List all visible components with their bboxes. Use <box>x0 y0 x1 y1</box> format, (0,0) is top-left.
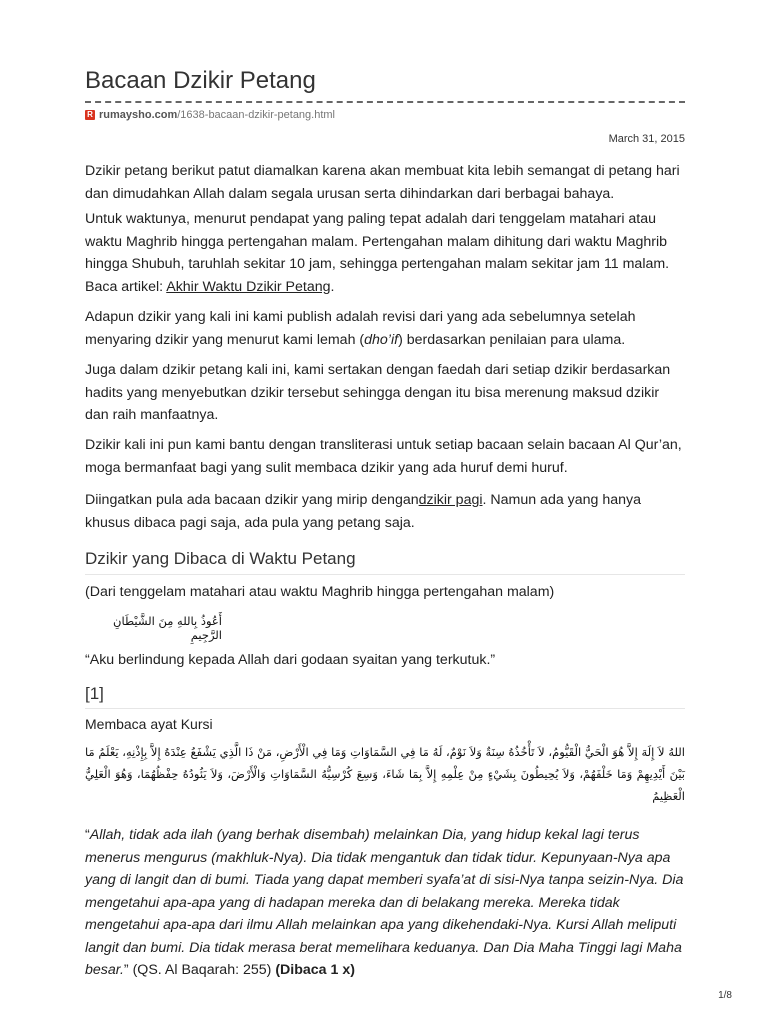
ayat-kursi-source: ” (QS. Al Baqarah: 255) <box>123 962 276 978</box>
paragraph-time <box>85 208 685 298</box>
paragraph-revision-b: ) berdasarkan penilaian para ulama. <box>398 331 626 348</box>
subheading-ayat-kursi: Membaca ayat Kursi <box>85 716 213 732</box>
source-path[interactable]: /1638-bacaan-dzikir-petang.html <box>177 109 336 121</box>
paragraph-revision-em: dho’if <box>364 331 399 348</box>
arabic-taawudz: أَعُوذُ بِاللهِ مِنَ الشَّيْطَانِ الرَّجِيمِ <box>113 614 222 642</box>
link-akhir-waktu-dzikir-petang[interactable]: Akhir Waktu Dzikir Petang <box>166 278 331 295</box>
publish-date: March 31, 2015 <box>608 133 685 145</box>
section-note: (Dari tenggelam matahari atau waktu Maghrib hingga pertengahan malam) <box>85 584 555 600</box>
paragraph-time-end: . <box>330 278 335 295</box>
page-number: 1/8 <box>718 990 732 1001</box>
ayat-kursi-translation <box>85 824 685 982</box>
section-heading: Dzikir yang Dibaca di Waktu Petang <box>85 549 356 568</box>
quote-open: “ <box>85 827 90 843</box>
paragraph-reminder <box>85 489 685 534</box>
source-url[interactable] <box>85 109 335 121</box>
taawudz-translation: “Aku berlindung kepada Allah dari godaan syaitan yang terkutuk.” <box>85 652 496 668</box>
title-divider <box>85 101 685 103</box>
paragraph-revision <box>85 306 685 351</box>
paragraph-faedah: Juga dalam dzikir petang kali ini, kami sertakan dengan faedah dari setiap dzikir berdasarkan hadits yang menyebutkan dzikir tersebut sehingga dengan itu bisa merenung maksud dzikir dan raih manfaatnya. <box>85 362 671 423</box>
source-domain[interactable]: rumaysho.com <box>99 109 178 121</box>
paragraph-reminder-b: . Namun ada yang hanya khusus dibaca pagi saja, ada pula yang petang saja. <box>85 492 642 531</box>
page-title: Bacaan Dzikir Petang <box>85 67 316 94</box>
ayat-kursi-translation-text: Allah, tidak ada ilah (yang berhak disembah) melainkan Dia, yang hidup kekal lagi terus menerus mengurus (makhluk-Nya). Dia tidak mengantuk dan tidak tidur. Kepunyaan-Nya apa yang di langit dan di bumi. Tiada yang dapat memberi syafa’at di sisi-Nya tanpa seizin-Nya. Dia mengetahui apa-apa yang di hadapan mereka dan di belakang mereka. Mereka tidak mengetahui apa-apa dari ilmu Allah melainkan apa yang dikehendaki-Nya. Kursi Allah meliputi langit dan bumi. Dia tidak merasa berat memelihara keduanya. Dan Dia Maha Tinggi lagi Maha besar. <box>85 827 684 978</box>
paragraph-transliteration: Dzikir kali ini pun kami bantu dengan transliterasi untuk setiap bacaan selain bacaan Al Qur’an, moga bermanfaat bagi yang sulit membaca dzikir yang ada huruf demi huruf. <box>85 437 682 476</box>
site-logo-icon: R <box>85 110 95 120</box>
ayat-kursi-count: (Dibaca 1 x) <box>275 962 355 978</box>
reference-divider <box>85 708 685 709</box>
paragraph-revision-a: Adapun dzikir yang kali ini kami publish adalah revisi dari yang ada sebelumnya setelah menyaring dzikir yang menurut kami lemah ( <box>85 309 636 348</box>
section-divider <box>85 574 685 575</box>
arabic-ayat-kursi: اللهُ لاَ إِلَهَ إِلاَّ هُوَ الْحَيُّ الْقَيُّومُ، لاَ تَأْخُذُهُ سِنَةٌ وَلاَ نَوْمٌ، لَهُ مَا فِي السَّمَاوَاتِ وَمَا فِي الْأَرْضِ، مَنْ ذَا الَّذِي يَشْفَعُ عِنْدَهُ إِلاَّ بِإِذْنِهِ، يَعْلَمُ مَا بَيْنَ أَيْدِيهِمْ وَمَا خَلْفَهُمْ، وَلاَ يُحِيطُونَ بِشَيْءٍ مِنْ عِلْمِهِ إِلاَّ بِمَا شَاءَ، وَسِعَ كُرْسِيُّهُ السَّمَاوَاتِ وَالْأَرْضَ، وَلاَ يَئُودُهُ حِفْظُهُمَا، وَهُوَ الْعَلِيُّ الْعَظِيمُ <box>85 745 685 803</box>
paragraph-reminder-a: Diingatkan pula ada bacaan dzikir yang mirip dengan <box>85 492 419 508</box>
link-dzikir-pagi[interactable]: dzikir pagi <box>418 492 483 508</box>
paragraph-intro: Dzikir petang berikut patut diamalkan karena akan membuat kita lebih semangat di petang hari dan dimudahkan Allah dalam segala urusan serta dihindarkan dari berbagai bahaya. <box>85 163 680 202</box>
paragraph-time-text: Untuk waktunya, menurut pendapat yang paling tepat adalah dari tenggelam matahari atau waktu Maghrib hingga pertengahan malam. Pertengahan malam dihitung dari waktu Maghrib hingga Shubuh, taruhlah sekitar 10 jam, sehingga pertengahan malam sekitar jam 11 malam. Baca artikel: <box>85 211 670 295</box>
reference-number: [1] <box>85 684 104 703</box>
